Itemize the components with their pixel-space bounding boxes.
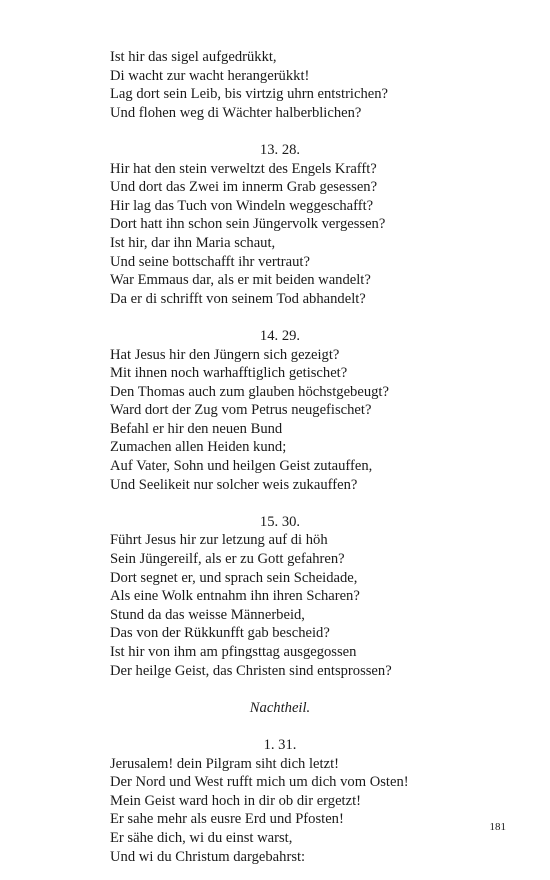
stanza	[110, 736, 450, 866]
verse-line: Und seine bottschafft ihr vertraut?	[110, 253, 310, 270]
verse-line: Der Nord und West rufft mich um dich vom Osten!	[110, 774, 409, 791]
verse-line: Hir lag das Tuch von Windeln weggeschafft?	[110, 197, 374, 214]
verse-line: Und Seelikeit nur solcher weis zukauffen?	[110, 476, 358, 493]
stanza	[110, 48, 450, 122]
stanza-gap	[110, 717, 450, 736]
verse-line: Und dort das Zwei im innerm Grab gesessen?	[110, 179, 378, 196]
verse-line: Führt Jesus hir zur letzung auf di höh	[110, 532, 328, 549]
verse-line: Zumachen allen Heiden kund;	[110, 439, 287, 456]
verse-line: Di wacht zur wacht herangerükkt!	[110, 67, 310, 84]
stanza-gap	[110, 680, 450, 699]
verse-line: Ward dort der Zug vom Petrus neugefischet?	[110, 402, 372, 419]
verse-line: Und flohen weg di Wächter halberblichen?	[110, 104, 362, 121]
stanza-heading: 13. 28.	[259, 141, 301, 158]
verse-line: Stund da das weisse Männerbeid,	[110, 606, 305, 623]
verse-line: Als eine Wolk entnahm ihn ihren Scharen?	[110, 588, 360, 605]
verse-line: War Emmaus dar, als er mit beiden wandelt?	[110, 272, 371, 289]
verse-line: Er sahe mehr als eusre Erd und Pfosten!	[110, 811, 344, 828]
stanza	[110, 327, 450, 494]
section-title: Nachtheil.	[249, 699, 311, 716]
verse-line: Jerusalem! dein Pilgram siht dich letzt!	[110, 755, 339, 772]
verse-line: Das von der Rükkunfft gab bescheid?	[110, 625, 330, 642]
verse-line: Mit ihnen noch warhafftiglich getischet?	[110, 365, 348, 382]
verse-line: Sein Jüngereilf, als er zu Gott gefahren?	[110, 551, 345, 568]
stanza-heading: 14. 29.	[259, 327, 301, 344]
stanza	[110, 513, 450, 680]
verse-line: Den Thomas auch zum glauben höchstgebeugt?	[110, 383, 389, 400]
stanza-gap	[110, 308, 450, 327]
verse-line: Ist hir von ihm am pfingsttag ausgegossen	[110, 644, 357, 660]
verse-line: Auf Vater, Sohn und heilgen Geist zutauffen,	[110, 458, 373, 475]
verse-line: Lag dort sein Leib, bis virtzig uhrn entstrichen?	[110, 86, 389, 103]
page-number: 181	[489, 821, 506, 833]
stanza-heading: 15. 30.	[259, 513, 301, 530]
stanza-gap	[110, 494, 450, 513]
verse-line: Hir hat den stein verweltzt des Engels Krafft?	[110, 160, 377, 177]
verse-line: Er sähe dich, wi du einst warst,	[110, 829, 293, 846]
verse-line: Dort hatt ihn schon sein Jüngervolk vergessen?	[110, 216, 386, 233]
verse-line: Befahl er hir den neuen Bund	[110, 420, 283, 437]
text-block	[110, 48, 450, 866]
stanza-heading: 1. 31.	[263, 736, 297, 753]
verse-line: Ist hir das sigel aufgedrükkt,	[110, 49, 277, 65]
verse-line: Dort segnet er, und sprach sein Scheidade,	[110, 569, 358, 586]
verse-line: Mein Geist ward hoch in dir ob dir ergetzt!	[110, 792, 362, 809]
stanza	[110, 141, 450, 308]
verse-line: Und wi du Christum dargebahrst:	[110, 848, 306, 865]
stanza-gap	[110, 122, 450, 141]
verse-line: Der heilge Geist, das Christen sind entsprossen?	[110, 662, 392, 679]
verse-line: Ist hir, dar ihn Maria schaut,	[110, 234, 276, 251]
verse-line: Da er di schrifft von seinem Tod abhandelt?	[110, 290, 366, 307]
verse-line: Hat Jesus hir den Jüngern sich gezeigt?	[110, 346, 340, 363]
